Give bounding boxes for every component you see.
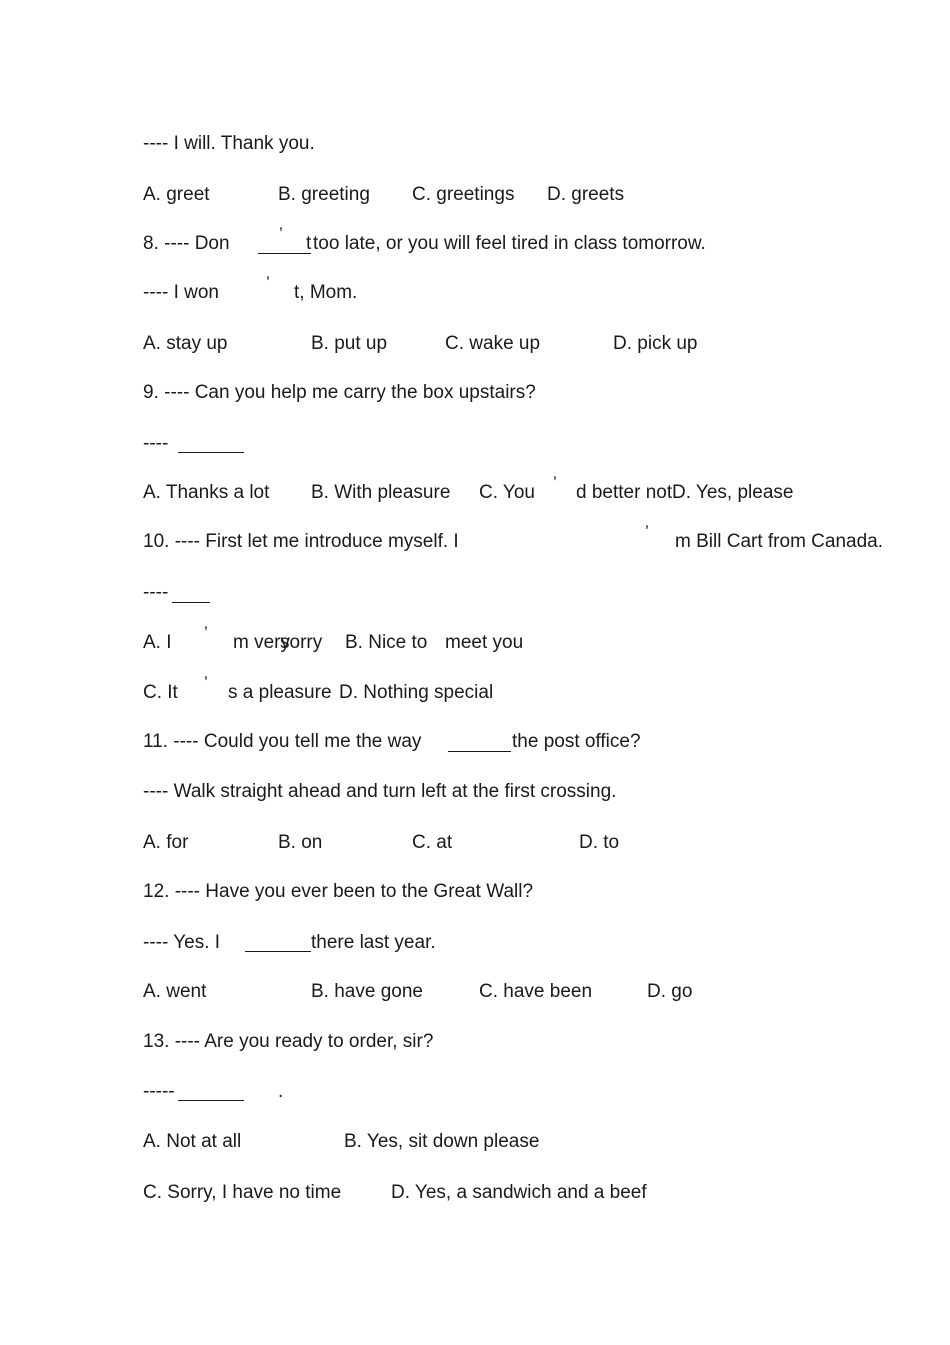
question-12 [0,879,950,905]
line-text: ---- Walk straight ahead and turn left at the first crossing. [143,781,617,802]
question-text: t [306,233,312,254]
option-a: A. greet [143,184,210,205]
question-text: 13. ---- Are you ready to order, sir? [143,1031,434,1052]
apostrophe: ’ [553,473,557,492]
line-text: ---- [143,433,169,454]
answer-options [0,673,950,706]
line-text: ---- [143,582,169,603]
answer-options [0,473,950,506]
option-d: D. greets [547,184,625,205]
option-a: A. I [143,632,172,653]
answer-blank [178,452,244,453]
option-c: s a pleasure [228,682,332,703]
dialogue-line [0,273,950,306]
option-c: C. have been [479,981,593,1002]
dialogue-line [0,779,950,805]
apostrophe: ’ [266,273,270,292]
option-a: sorry [280,632,323,653]
option-c: C. at [412,832,453,853]
option-a: A. went [143,981,207,1002]
option-d: D. Yes, a sandwich and a beef [391,1182,647,1203]
answer-blank [178,1100,244,1101]
answer-options [0,331,950,357]
option-c: C. greetings [412,184,515,205]
question-text: too late, or you will feel tired in class tomorrow. [313,233,706,254]
answer-options [0,830,950,856]
question-11 [0,729,950,755]
dialogue-line [0,1079,950,1105]
option-d: D. to [579,832,620,853]
answer-options [0,1129,950,1155]
option-a: A. Thanks a lot [143,482,270,503]
line-text: there last year. [311,932,436,953]
question-text: 8. ---- Don [143,233,230,254]
dialogue-line [0,131,950,157]
answer-options [0,182,950,208]
option-c: C. Sorry, I have no time [143,1182,342,1203]
question-8 [0,224,950,257]
question-9 [0,380,950,406]
option-b: B. greeting [278,184,370,205]
question-text: m Bill Cart from Canada. [675,531,884,552]
option-b: B. put up [311,333,388,354]
answer-blank [245,951,311,952]
answer-blank [258,253,311,254]
dialogue-line [0,580,950,606]
question-text: the post office? [512,731,641,752]
answer-options [0,623,950,656]
option-b: B. With pleasure [311,482,451,503]
option-a: A. Not at all [143,1131,242,1152]
option-c: C. You [479,482,535,503]
line-text: ---- I will. Thank you. [143,133,315,154]
apostrophe: ’ [204,673,208,692]
answer-blank [448,751,511,752]
apostrophe: ’ [204,623,208,642]
option-c: C. wake up [445,333,541,354]
apostrophe: ’ [645,522,649,541]
option-b: B. have gone [311,981,423,1002]
option-d: D. go [647,981,693,1002]
question-10 [0,522,950,555]
apostrophe: ’ [279,224,283,243]
line-text: t, Mom. [294,282,358,303]
dialogue-line [0,930,950,956]
line-text: ---- Yes. I [143,932,221,953]
option-c: d better not [576,482,673,503]
option-a: A. stay up [143,333,228,354]
line-text: ---- I won [143,282,219,303]
line-text: . [278,1081,284,1102]
question-text: 9. ---- Can you help me carry the box upstairs? [143,382,536,403]
option-b: B. Nice to [345,632,428,653]
option-d: D. Nothing special [339,682,494,703]
dialogue-line [0,431,950,457]
answer-options [0,979,950,1005]
question-text: 12. ---- Have you ever been to the Great Wall? [143,881,534,902]
option-d: D. pick up [613,333,698,354]
question-text: 10. ---- First let me introduce myself. I [143,531,459,552]
answer-blank [172,602,210,603]
option-a: A. for [143,832,189,853]
option-d: D. Yes, please [672,482,794,503]
option-c: C. It [143,682,178,703]
option-b: B. on [278,832,323,853]
option-a: m very [233,632,290,653]
option-b: B. Yes, sit down please [344,1131,540,1152]
answer-options [0,1180,950,1206]
question-text: 11. ---- Could you tell me the way [143,731,422,752]
question-13 [0,1029,950,1055]
line-text: ----- [143,1081,175,1102]
option-b: meet you [445,632,524,653]
